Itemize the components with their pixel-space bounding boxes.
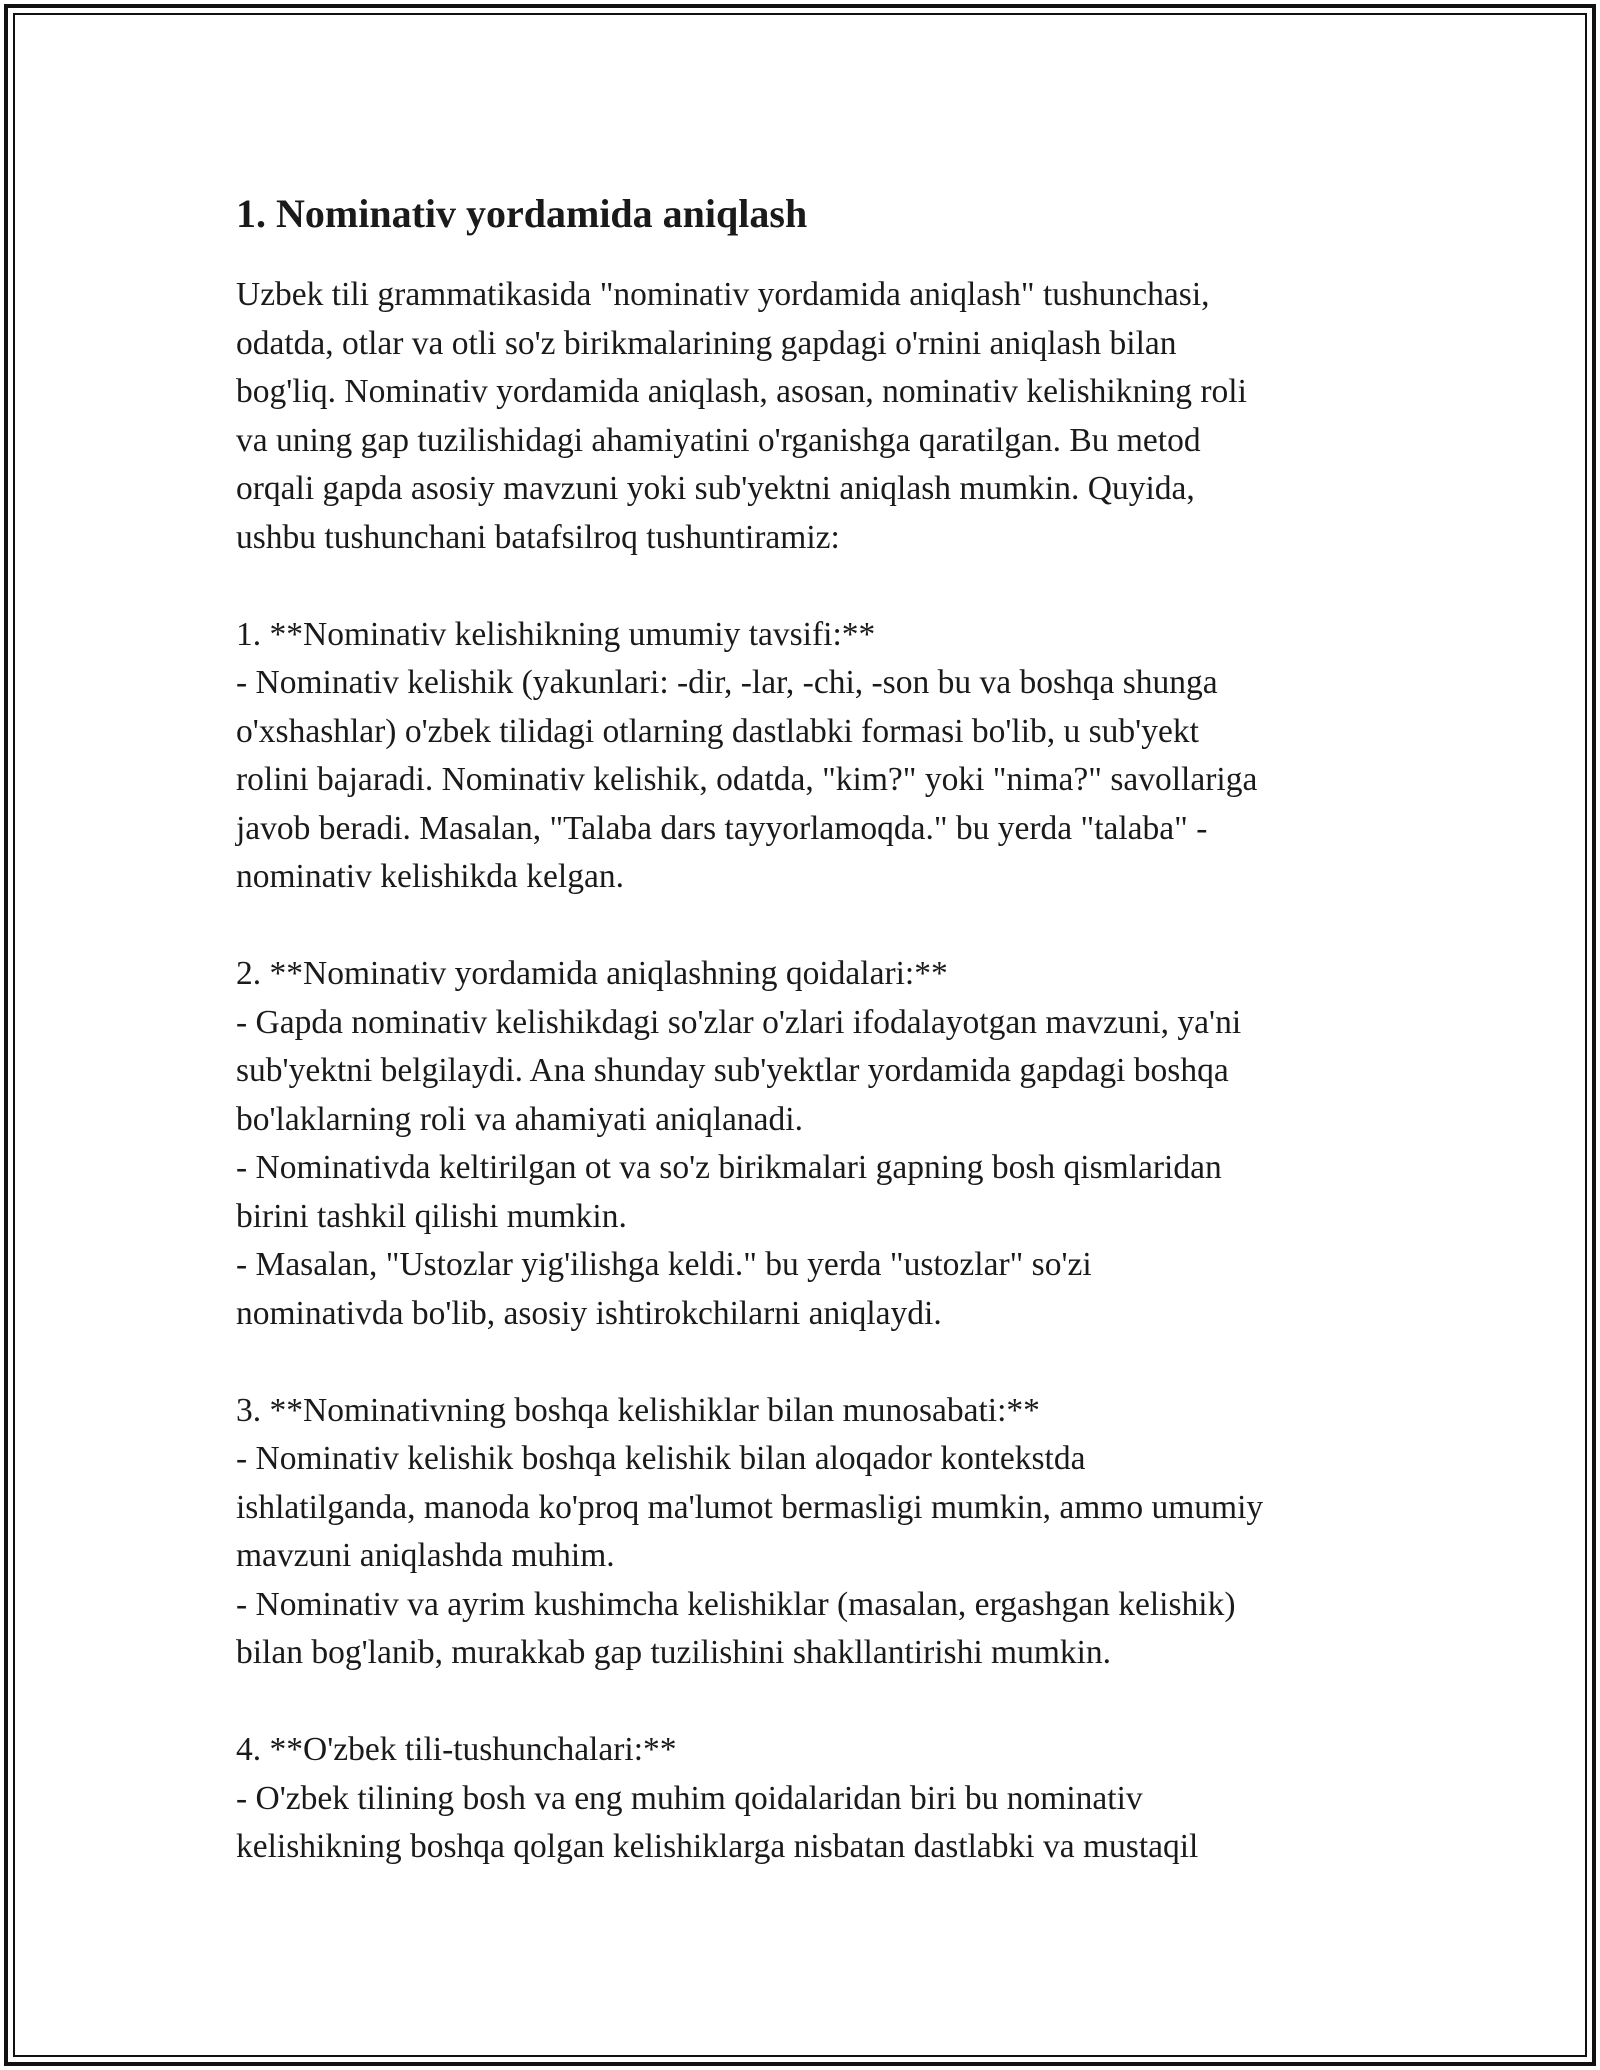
section-heading: 2. **Nominativ yordamida aniqlashning qoidalari:** [236,955,948,992]
paragraph-spacer [236,1338,1376,1387]
intro-paragraph: Uzbek tili grammatikasida "nominativ yordamida aniqlash" tushunchasi, odatda, otlar va otli so'z birikmalarining gapdagi o'rnini aniqlash bilan bog'liq. Nominativ yordamida aniqlash, asosan, nominativ kelishikning roli va uning gap tuzilishidagi ahamiyatini o'rganishga qaratilgan. Bu metod orqali gapda asosiy mavzuni yoki sub'yektni aniqlash mumkin. Quyida, ushbu tushunchani batafsilroq tushuntiramiz: [236,276,1247,556]
section-heading: 3. **Nominativning boshqa kelishiklar bilan munosabati:** [236,1391,1040,1429]
section-body: - Nominativ kelishik boshqa kelishik bilan aloqador kontekstda ishlatilganda, manoda ko'proq ma'lumot bermasligi mumkin, ammo umumiy mavzuni aniqlashda muhim. - Nominativ va ayrim kushimcha kelishiklar (masalan, ergashgan kelishik) bilan bog'lanib, murakkab gap tuzilishini shakllantirishi mumkin. [236,1440,1264,1671]
paragraph-spacer [236,562,1376,611]
section-body: - Nominativ kelishik (yakunlari: -dir, -lar, -chi, -son bu va boshqa shunga o'xshashlar) o'zbek tilidagi otlarning dastlabki formasi bo'lib, u sub'yekt rolini bajaradi. Nominativ kelishik, odatda, "kim?" yoki "nima?" savollariga javob beradi. Masalan, "Talaba dars tayyorlamoqda." bu yerda "talaba" - nominativ kelishikda kelgan. [236,664,1258,895]
section-body: - O'zbek tilining bosh va eng muhim qoidalaridan biri bu nominativ kelishikning boshqa qolgan kelishiklarga nisbatan dastlabki va mustaqil [236,1779,1199,1865]
section-heading: 1. **Nominativ kelishikning umumiy tavsifi:** [236,615,876,653]
paragraph-spacer [236,902,1376,951]
section-2 [236,950,1376,1338]
section-heading: 4. **O'zbek tili-tushunchalari:** [236,1731,677,1768]
section-4 [236,1726,1376,1872]
document-title: 1. Nominativ yordamida aniqlash [236,191,808,236]
section-1 [236,611,1376,902]
section-3 [236,1387,1376,1678]
document-page [236,185,1376,1872]
section-body: - Gapda nominativ kelishikdagi so'zlar o'zlari ifodalayotgan mavzuni, ya'ni sub'yektni belgilaydi. Ana shunday sub'yektlar yordamida gapdagi boshqa bo'laklarning roli va ahamiyati aniqlanadi. - Nominativda keltirilgan ot va so'z birikmalari gapning bosh qismlaridan birini tashkil qilishi mumkin. - Masalan, "Ustozlar yig'ilishga keldi." bu yerda "ustozlar" so'zi nominativda bo'lib, asosiy ishtirokchilarni aniqlaydi. [236,1003,1242,1332]
paragraph-spacer [236,1678,1376,1727]
